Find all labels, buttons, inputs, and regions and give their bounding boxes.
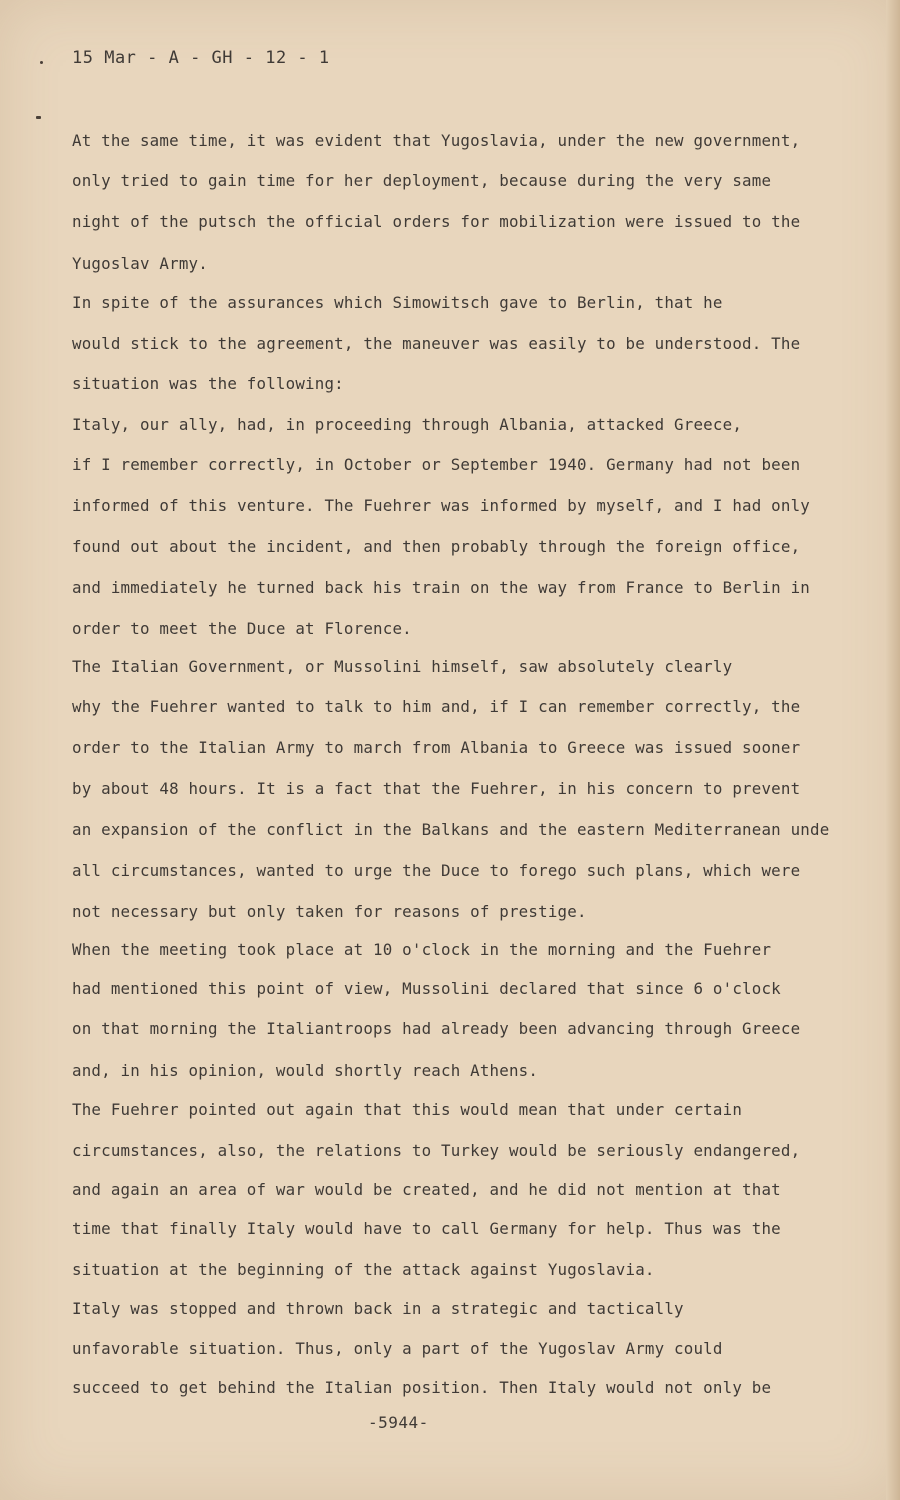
text-line: situation was the following: bbox=[72, 374, 344, 393]
text-line: When the meeting took place at 10 o'clock in the morning and the Fuehrer bbox=[72, 940, 772, 959]
text-line: The Italian Government, or Mussolini himself, saw absolutely clearly bbox=[72, 657, 733, 676]
text-line: and, in his opinion, would shortly reach Athens. bbox=[72, 1061, 539, 1080]
text-line: Italy, our ally, had, in proceeding through Albania, attacked Greece, bbox=[72, 415, 743, 434]
text-line: succeed to get behind the Italian position. Then Italy would not only be bbox=[72, 1378, 772, 1397]
text-line: informed of this venture. The Fuehrer was informed by myself, and I had only bbox=[72, 496, 810, 515]
text-line: only tried to gain time for her deployment, because during the very same bbox=[72, 171, 772, 190]
text-line: order to meet the Duce at Florence. bbox=[72, 619, 412, 638]
text-line: night of the putsch the official orders for mobilization were issued to the bbox=[72, 212, 801, 231]
text-line: found out about the incident, and then probably through the foreign office, bbox=[72, 537, 801, 556]
text-line: time that finally Italy would have to call Germany for help. Thus was the bbox=[72, 1219, 781, 1238]
ink-speck bbox=[40, 61, 43, 64]
text-line: not necessary but only taken for reasons of prestige. bbox=[72, 902, 587, 921]
text-line: had mentioned this point of view, Mussolini declared that since 6 o'clock bbox=[72, 979, 781, 998]
text-line: The Fuehrer pointed out again that this would mean that under certain bbox=[72, 1100, 743, 1119]
text-line: why the Fuehrer wanted to talk to him and, if I can remember correctly, the bbox=[72, 697, 801, 716]
text-line: In spite of the assurances which Simowitsch gave to Berlin, that he bbox=[72, 293, 723, 312]
text-line: Yugoslav Army. bbox=[72, 254, 208, 273]
text-line: on that morning the Italiantroops had already been advancing through Greece bbox=[72, 1019, 801, 1038]
text-line: by about 48 hours. It is a fact that the Fuehrer, in his concern to prevent bbox=[72, 779, 801, 798]
text-line: Italy was stopped and thrown back in a strategic and tactically bbox=[72, 1299, 684, 1318]
text-line: and immediately he turned back his train on the way from France to Berlin in bbox=[72, 578, 810, 597]
page-number: -5944- bbox=[368, 1413, 429, 1432]
document-reference-header: 15 Mar - A - GH - 12 - 1 bbox=[72, 48, 330, 68]
text-line: situation at the beginning of the attack against Yugoslavia. bbox=[72, 1260, 655, 1279]
text-line: and again an area of war would be created, and he did not mention at that bbox=[72, 1180, 781, 1199]
page-edge-shadow bbox=[886, 0, 900, 1500]
text-line: if I remember correctly, in October or September 1940. Germany had not been bbox=[72, 455, 801, 474]
text-line: circumstances, also, the relations to Turkey would be seriously endangered, bbox=[72, 1141, 801, 1160]
text-line: all circumstances, wanted to urge the Duce to forego such plans, which were bbox=[72, 861, 801, 880]
text-line: an expansion of the conflict in the Balkans and the eastern Mediterranean unde bbox=[72, 820, 830, 839]
text-line: unfavorable situation. Thus, only a part of the Yugoslav Army could bbox=[72, 1339, 723, 1358]
text-line: would stick to the agreement, the maneuver was easily to be understood. The bbox=[72, 334, 801, 353]
text-line: order to the Italian Army to march from Albania to Greece was issued sooner bbox=[72, 738, 801, 757]
text-line: At the same time, it was evident that Yugoslavia, under the new government, bbox=[72, 131, 801, 150]
ink-speck bbox=[36, 116, 41, 119]
